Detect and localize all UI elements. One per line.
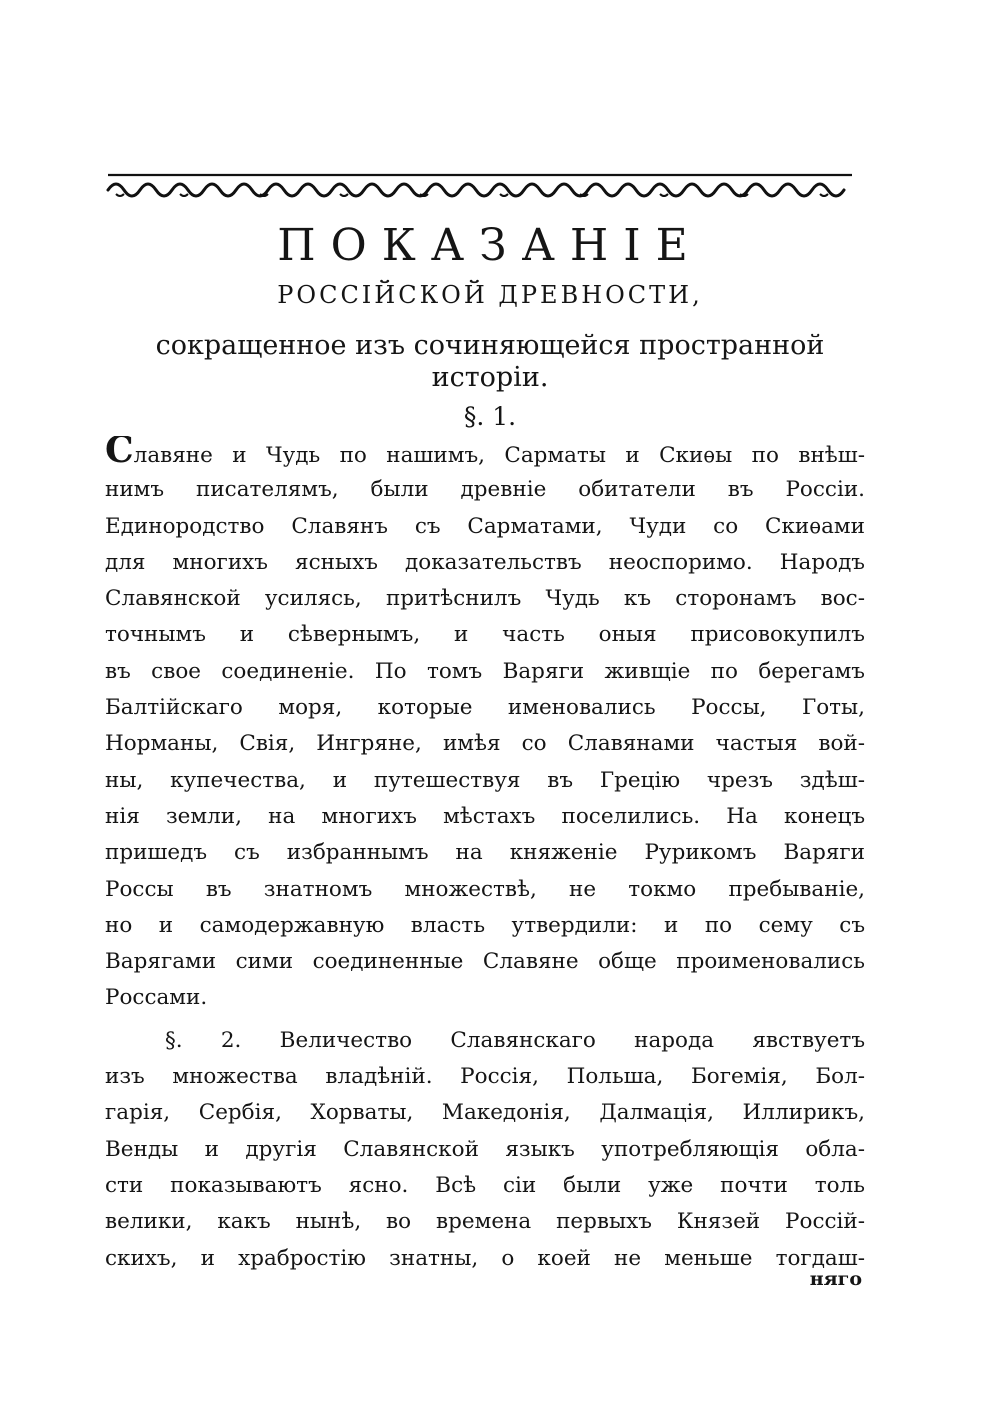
text-line: нія земли, на многихъ мѣстахъ поселились. На конецъ xyxy=(105,803,865,829)
paragraph-2 xyxy=(105,1023,865,1277)
text-line: пришедъ съ избраннымъ на княженіе Рурикомъ Варяги xyxy=(105,840,865,866)
drop-cap: С xyxy=(105,436,134,471)
text-line: въ свое соединеніе. По томъ Варяги живщіе по берегамъ xyxy=(105,658,865,684)
text-line: Венды и другія Славянской языкъ употребляющія обла- xyxy=(105,1136,865,1162)
body-text xyxy=(105,436,865,1277)
catchword: няго xyxy=(809,1268,862,1290)
section-number: §. 1. xyxy=(463,402,517,431)
text-line xyxy=(105,436,865,472)
subtitle-line-2: сокращенное изъ сочиняющейся пространной исторіи. xyxy=(155,330,825,393)
text-line: точнымъ и сѣвернымъ, и часть оныя присовокупилъ xyxy=(105,622,865,648)
text-line-content: лавяне и Чудь по нашимъ, Сарматы и Скиѳы по внѣш- xyxy=(133,443,865,468)
text-line: Славянской усилясь, притѣснилъ Чудь къ сторонамъ вос- xyxy=(105,586,865,612)
text-line: сти показываютъ ясно. Всѣ сіи были уже почти толь xyxy=(105,1172,865,1198)
text-line: Норманы, Свія, Ингряне, имѣя со Славянами частыя вой- xyxy=(105,731,865,757)
page-title: ПОКАЗАНІЕ xyxy=(277,220,703,271)
text-line: §. 2. Величество Славянскаго народа явствуетъ xyxy=(165,1027,865,1053)
text-line: Единородство Славянъ съ Сарматами, Чуди со Скиѳами xyxy=(105,513,865,539)
text-line: гарія, Сербія, Хорваты, Македонія, Далмація, Иллирикъ, xyxy=(105,1100,865,1126)
paragraph-1 xyxy=(105,436,865,1017)
text-line: Россами. xyxy=(105,985,208,1011)
text-line: ны, купечества, и путешествуя въ Грецію чрезъ здѣш- xyxy=(105,767,865,793)
text-line: велики, какъ нынѣ, во времена первыхъ Князей Россій- xyxy=(105,1209,865,1235)
text-line: но и самодержавную власть утвердили: и по сему съ xyxy=(105,912,865,938)
text-line: нимъ писателямъ, были древніе обитатели въ Россіи. xyxy=(105,477,865,503)
text-line: изъ множества владѣній. Россія, Польша, Богемія, Бол- xyxy=(105,1064,865,1090)
subtitle-line-1: РОССІЙСКОЙ ДРЕВНОСТИ, xyxy=(277,281,703,309)
text-line: для многихъ ясныхъ доказательствъ неоспоримо. Народъ xyxy=(105,549,865,575)
decorative-ornament-border xyxy=(100,170,860,202)
text-line: Балтійскаго моря, которые именовались Россы, Готы, xyxy=(105,695,865,721)
text-line: Россы въ знатномъ множествѣ, не токмо пребываніе, xyxy=(105,876,865,902)
text-line: Варягами сими соединенные Славяне обще проименовались xyxy=(105,949,865,975)
text-line: скихъ, и храбростію знатны, о коей не меньше тогдаш- xyxy=(105,1245,865,1271)
